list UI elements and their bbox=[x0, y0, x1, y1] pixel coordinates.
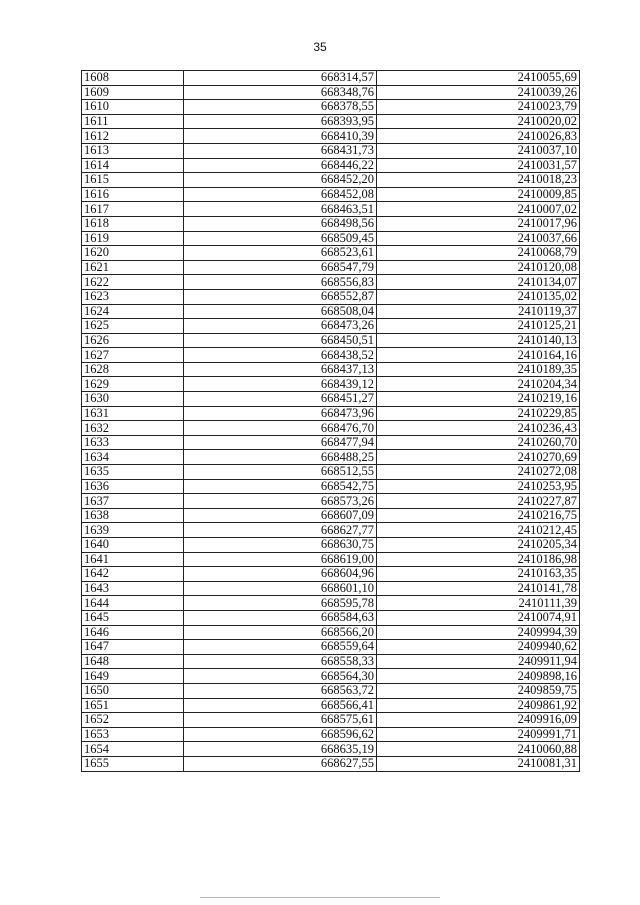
x-coordinate-cell: 668596,62 bbox=[184, 727, 377, 742]
x-coordinate-cell: 668584,63 bbox=[184, 610, 377, 625]
table-row bbox=[82, 275, 580, 290]
point-number-cell: 1620 bbox=[82, 246, 184, 261]
y-coordinate-cell: 2410253,95 bbox=[377, 479, 580, 494]
x-coordinate-cell: 668393,95 bbox=[184, 114, 377, 129]
x-coordinate-cell: 668547,79 bbox=[184, 260, 377, 275]
table-row bbox=[82, 406, 580, 421]
table-row bbox=[82, 494, 580, 509]
point-number-cell: 1642 bbox=[82, 567, 184, 582]
point-number-cell: 1623 bbox=[82, 289, 184, 304]
table-row bbox=[82, 654, 580, 669]
table-row bbox=[82, 683, 580, 698]
x-coordinate-cell: 668627,77 bbox=[184, 523, 377, 538]
table-row bbox=[82, 202, 580, 217]
point-number-cell: 1613 bbox=[82, 143, 184, 158]
table-row bbox=[82, 552, 580, 567]
table-row bbox=[82, 538, 580, 553]
y-coordinate-cell: 2410060,88 bbox=[377, 742, 580, 757]
y-coordinate-cell: 2410020,02 bbox=[377, 114, 580, 129]
y-coordinate-cell: 2409859,75 bbox=[377, 683, 580, 698]
y-coordinate-cell: 2410068,79 bbox=[377, 246, 580, 261]
table-row bbox=[82, 581, 580, 596]
x-coordinate-cell: 668575,61 bbox=[184, 713, 377, 728]
table-row bbox=[82, 348, 580, 363]
y-coordinate-cell: 2410007,02 bbox=[377, 202, 580, 217]
table-row bbox=[82, 333, 580, 348]
table-row bbox=[82, 129, 580, 144]
point-number-cell: 1647 bbox=[82, 640, 184, 655]
x-coordinate-cell: 668635,19 bbox=[184, 742, 377, 757]
point-number-cell: 1643 bbox=[82, 581, 184, 596]
x-coordinate-cell: 668431,73 bbox=[184, 143, 377, 158]
x-coordinate-cell: 668446,22 bbox=[184, 158, 377, 173]
y-coordinate-cell: 2410229,85 bbox=[377, 406, 580, 421]
x-coordinate-cell: 668451,27 bbox=[184, 392, 377, 407]
table-row bbox=[82, 319, 580, 334]
table-row bbox=[82, 362, 580, 377]
x-coordinate-cell: 668512,55 bbox=[184, 465, 377, 480]
y-coordinate-cell: 2410026,83 bbox=[377, 129, 580, 144]
table-row bbox=[82, 508, 580, 523]
point-number-cell: 1653 bbox=[82, 727, 184, 742]
table-row bbox=[82, 465, 580, 480]
x-coordinate-cell: 668630,75 bbox=[184, 538, 377, 553]
table-row bbox=[82, 669, 580, 684]
x-coordinate-cell: 668552,87 bbox=[184, 289, 377, 304]
x-coordinate-cell: 668508,04 bbox=[184, 304, 377, 319]
y-coordinate-cell: 2410120,08 bbox=[377, 260, 580, 275]
x-coordinate-cell: 668452,20 bbox=[184, 173, 377, 188]
table-row bbox=[82, 567, 580, 582]
point-number-cell: 1646 bbox=[82, 625, 184, 640]
table-row bbox=[82, 392, 580, 407]
x-coordinate-cell: 668498,56 bbox=[184, 216, 377, 231]
point-number-cell: 1616 bbox=[82, 187, 184, 202]
point-number-cell: 1645 bbox=[82, 610, 184, 625]
table-row bbox=[82, 640, 580, 655]
point-number-cell: 1649 bbox=[82, 669, 184, 684]
x-coordinate-cell: 668450,51 bbox=[184, 333, 377, 348]
coordinates-table bbox=[81, 70, 580, 772]
table-row bbox=[82, 85, 580, 100]
y-coordinate-cell: 2409861,92 bbox=[377, 698, 580, 713]
y-coordinate-cell: 2410017,96 bbox=[377, 216, 580, 231]
table-row bbox=[82, 479, 580, 494]
point-number-cell: 1624 bbox=[82, 304, 184, 319]
x-coordinate-cell: 668564,30 bbox=[184, 669, 377, 684]
y-coordinate-cell: 2410212,45 bbox=[377, 523, 580, 538]
point-number-cell: 1629 bbox=[82, 377, 184, 392]
x-coordinate-cell: 668473,96 bbox=[184, 406, 377, 421]
y-coordinate-cell: 2409898,16 bbox=[377, 669, 580, 684]
x-coordinate-cell: 668509,45 bbox=[184, 231, 377, 246]
y-coordinate-cell: 2410270,69 bbox=[377, 450, 580, 465]
y-coordinate-cell: 2410037,10 bbox=[377, 143, 580, 158]
table-row bbox=[82, 727, 580, 742]
y-coordinate-cell: 2410074,91 bbox=[377, 610, 580, 625]
point-number-cell: 1618 bbox=[82, 216, 184, 231]
x-coordinate-cell: 668573,26 bbox=[184, 494, 377, 509]
y-coordinate-cell: 2410141,78 bbox=[377, 581, 580, 596]
point-number-cell: 1631 bbox=[82, 406, 184, 421]
y-coordinate-cell: 2410227,87 bbox=[377, 494, 580, 509]
y-coordinate-cell: 2410134,07 bbox=[377, 275, 580, 290]
x-coordinate-cell: 668477,94 bbox=[184, 435, 377, 450]
point-number-cell: 1610 bbox=[82, 100, 184, 115]
x-coordinate-cell: 668378,55 bbox=[184, 100, 377, 115]
table-row bbox=[82, 216, 580, 231]
x-coordinate-cell: 668410,39 bbox=[184, 129, 377, 144]
x-coordinate-cell: 668563,72 bbox=[184, 683, 377, 698]
y-coordinate-cell: 2409991,71 bbox=[377, 727, 580, 742]
point-number-cell: 1650 bbox=[82, 683, 184, 698]
table-row bbox=[82, 100, 580, 115]
table-row bbox=[82, 742, 580, 757]
y-coordinate-cell: 2410236,43 bbox=[377, 421, 580, 436]
x-coordinate-cell: 668556,83 bbox=[184, 275, 377, 290]
point-number-cell: 1634 bbox=[82, 450, 184, 465]
x-coordinate-cell: 668595,78 bbox=[184, 596, 377, 611]
y-coordinate-cell: 2410037,66 bbox=[377, 231, 580, 246]
y-coordinate-cell: 2410260,70 bbox=[377, 435, 580, 450]
y-coordinate-cell: 2409994,39 bbox=[377, 625, 580, 640]
table-row bbox=[82, 71, 580, 86]
table-row bbox=[82, 698, 580, 713]
y-coordinate-cell: 2410081,31 bbox=[377, 756, 580, 771]
table-row bbox=[82, 114, 580, 129]
point-number-cell: 1609 bbox=[82, 85, 184, 100]
point-number-cell: 1628 bbox=[82, 362, 184, 377]
x-coordinate-cell: 668619,00 bbox=[184, 552, 377, 567]
y-coordinate-cell: 2410216,75 bbox=[377, 508, 580, 523]
y-coordinate-cell: 2410135,02 bbox=[377, 289, 580, 304]
point-number-cell: 1636 bbox=[82, 479, 184, 494]
point-number-cell: 1619 bbox=[82, 231, 184, 246]
x-coordinate-cell: 668566,41 bbox=[184, 698, 377, 713]
y-coordinate-cell: 2409911,94 bbox=[377, 654, 580, 669]
y-coordinate-cell: 2410189,35 bbox=[377, 362, 580, 377]
x-coordinate-cell: 668607,09 bbox=[184, 508, 377, 523]
point-number-cell: 1626 bbox=[82, 333, 184, 348]
table-row bbox=[82, 143, 580, 158]
point-number-cell: 1625 bbox=[82, 319, 184, 334]
point-number-cell: 1654 bbox=[82, 742, 184, 757]
y-coordinate-cell: 2410055,69 bbox=[377, 71, 580, 86]
y-coordinate-cell: 2410031,57 bbox=[377, 158, 580, 173]
x-coordinate-cell: 668601,10 bbox=[184, 581, 377, 596]
table-row bbox=[82, 173, 580, 188]
y-coordinate-cell: 2409940,62 bbox=[377, 640, 580, 655]
point-number-cell: 1638 bbox=[82, 508, 184, 523]
point-number-cell: 1639 bbox=[82, 523, 184, 538]
table-row bbox=[82, 523, 580, 538]
x-coordinate-cell: 668348,76 bbox=[184, 85, 377, 100]
table-row bbox=[82, 158, 580, 173]
x-coordinate-cell: 668559,64 bbox=[184, 640, 377, 655]
x-coordinate-cell: 668439,12 bbox=[184, 377, 377, 392]
y-coordinate-cell: 2410219,16 bbox=[377, 392, 580, 407]
x-coordinate-cell: 668604,96 bbox=[184, 567, 377, 582]
point-number-cell: 1651 bbox=[82, 698, 184, 713]
point-number-cell: 1615 bbox=[82, 173, 184, 188]
table-row bbox=[82, 610, 580, 625]
table-row bbox=[82, 756, 580, 771]
table-row bbox=[82, 377, 580, 392]
table-row bbox=[82, 304, 580, 319]
x-coordinate-cell: 668314,57 bbox=[184, 71, 377, 86]
table-row bbox=[82, 625, 580, 640]
point-number-cell: 1652 bbox=[82, 713, 184, 728]
y-coordinate-cell: 2410204,34 bbox=[377, 377, 580, 392]
point-number-cell: 1655 bbox=[82, 756, 184, 771]
point-number-cell: 1621 bbox=[82, 260, 184, 275]
table-row bbox=[82, 421, 580, 436]
y-coordinate-cell: 2409916,09 bbox=[377, 713, 580, 728]
point-number-cell: 1632 bbox=[82, 421, 184, 436]
table-row bbox=[82, 260, 580, 275]
y-coordinate-cell: 2410009,85 bbox=[377, 187, 580, 202]
x-coordinate-cell: 668463,51 bbox=[184, 202, 377, 217]
point-number-cell: 1641 bbox=[82, 552, 184, 567]
y-coordinate-cell: 2410205,34 bbox=[377, 538, 580, 553]
point-number-cell: 1622 bbox=[82, 275, 184, 290]
coordinates-table-body bbox=[82, 71, 580, 772]
point-number-cell: 1644 bbox=[82, 596, 184, 611]
x-coordinate-cell: 668437,13 bbox=[184, 362, 377, 377]
y-coordinate-cell: 2410119,37 bbox=[377, 304, 580, 319]
table-row bbox=[82, 231, 580, 246]
y-coordinate-cell: 2410272,08 bbox=[377, 465, 580, 480]
x-coordinate-cell: 668558,33 bbox=[184, 654, 377, 669]
table-row bbox=[82, 435, 580, 450]
point-number-cell: 1611 bbox=[82, 114, 184, 129]
x-coordinate-cell: 668542,75 bbox=[184, 479, 377, 494]
y-coordinate-cell: 2410018,23 bbox=[377, 173, 580, 188]
table-row bbox=[82, 596, 580, 611]
point-number-cell: 1614 bbox=[82, 158, 184, 173]
y-coordinate-cell: 2410163,35 bbox=[377, 567, 580, 582]
y-coordinate-cell: 2410125,21 bbox=[377, 319, 580, 334]
y-coordinate-cell: 2410140,13 bbox=[377, 333, 580, 348]
table-row bbox=[82, 450, 580, 465]
x-coordinate-cell: 668523,61 bbox=[184, 246, 377, 261]
x-coordinate-cell: 668476,70 bbox=[184, 421, 377, 436]
y-coordinate-cell: 2410023,79 bbox=[377, 100, 580, 115]
page-edge-line bbox=[200, 897, 440, 898]
point-number-cell: 1648 bbox=[82, 654, 184, 669]
x-coordinate-cell: 668566,20 bbox=[184, 625, 377, 640]
point-number-cell: 1617 bbox=[82, 202, 184, 217]
point-number-cell: 1608 bbox=[82, 71, 184, 86]
y-coordinate-cell: 2410186,98 bbox=[377, 552, 580, 567]
table-row bbox=[82, 713, 580, 728]
table-row bbox=[82, 289, 580, 304]
point-number-cell: 1633 bbox=[82, 435, 184, 450]
y-coordinate-cell: 2410164,16 bbox=[377, 348, 580, 363]
point-number-cell: 1612 bbox=[82, 129, 184, 144]
table-row bbox=[82, 246, 580, 261]
point-number-cell: 1635 bbox=[82, 465, 184, 480]
x-coordinate-cell: 668627,55 bbox=[184, 756, 377, 771]
page-number: 35 bbox=[313, 40, 327, 54]
point-number-cell: 1630 bbox=[82, 392, 184, 407]
y-coordinate-cell: 2410039,26 bbox=[377, 85, 580, 100]
point-number-cell: 1640 bbox=[82, 538, 184, 553]
x-coordinate-cell: 668438,52 bbox=[184, 348, 377, 363]
x-coordinate-cell: 668452,08 bbox=[184, 187, 377, 202]
x-coordinate-cell: 668473,26 bbox=[184, 319, 377, 334]
table-row bbox=[82, 187, 580, 202]
point-number-cell: 1637 bbox=[82, 494, 184, 509]
y-coordinate-cell: 2410111,39 bbox=[377, 596, 580, 611]
point-number-cell: 1627 bbox=[82, 348, 184, 363]
x-coordinate-cell: 668488,25 bbox=[184, 450, 377, 465]
